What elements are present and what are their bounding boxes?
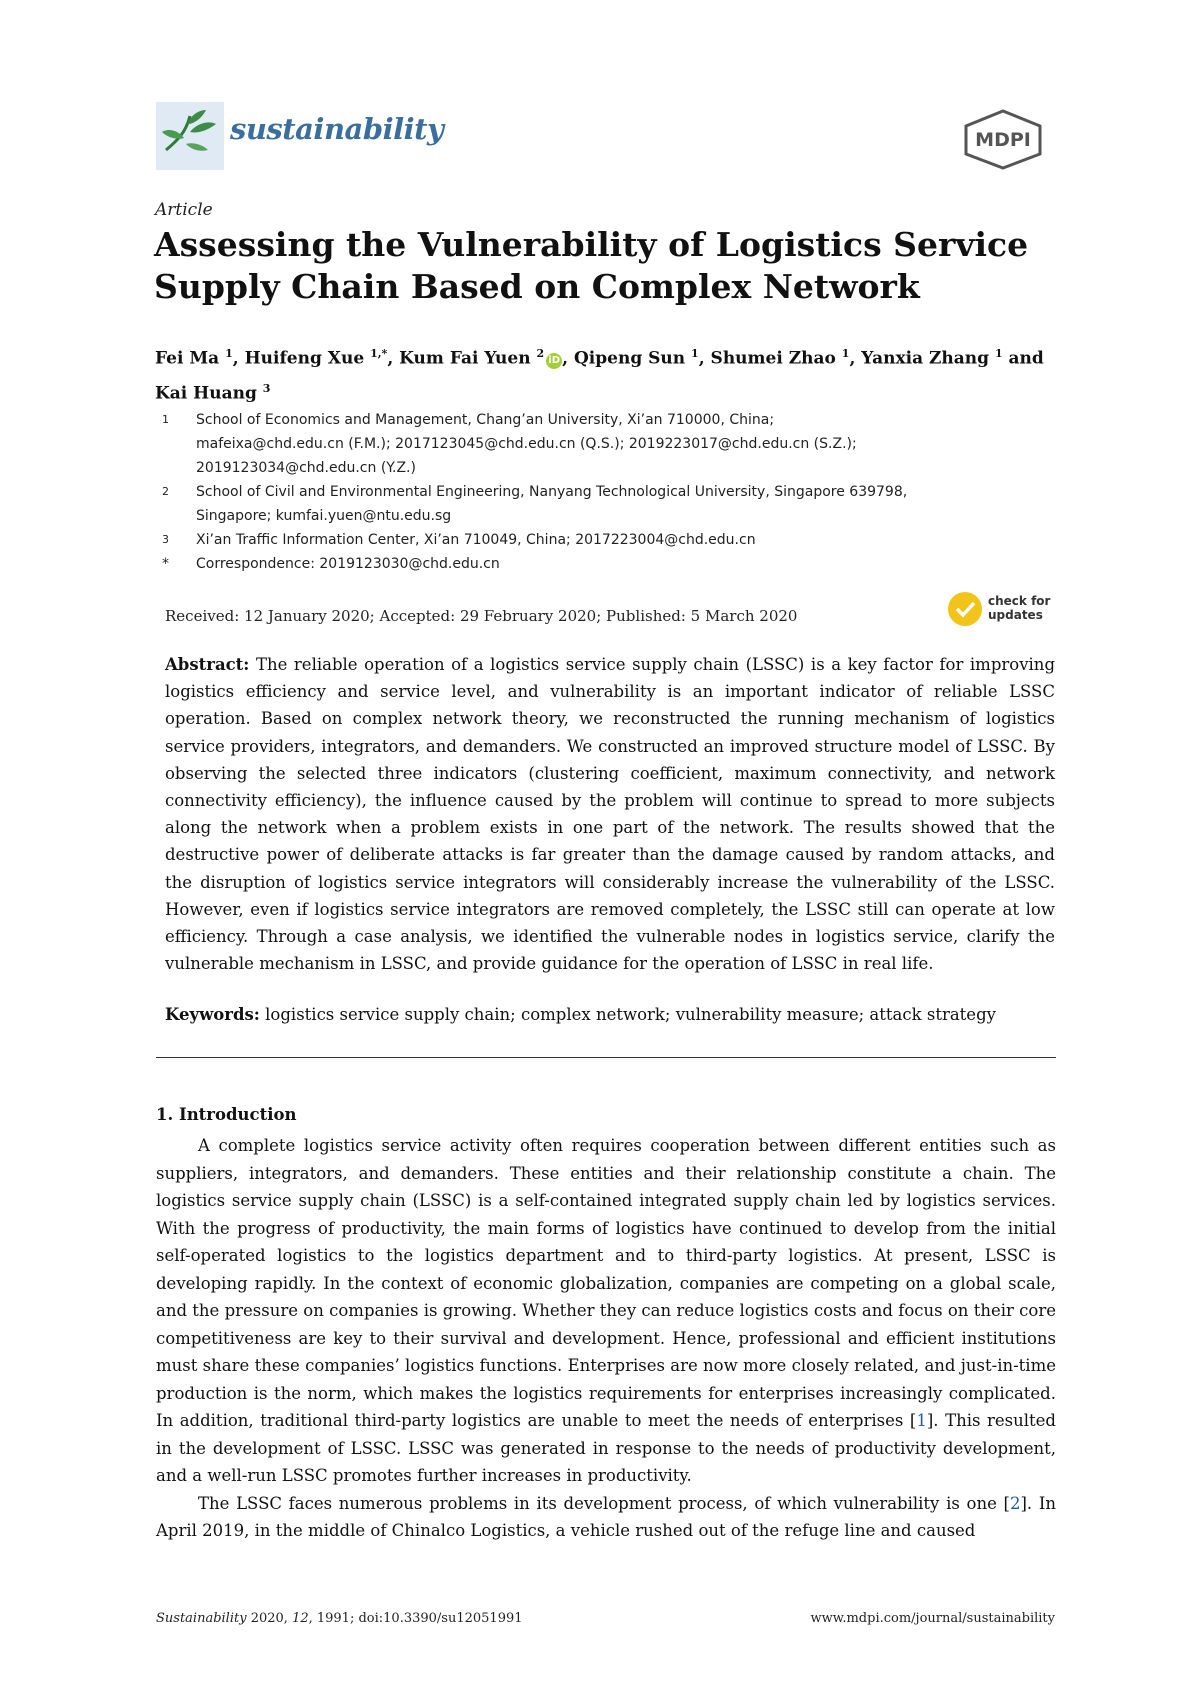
authors-conjunction: and	[1008, 348, 1044, 369]
affiliation-item	[162, 528, 1062, 552]
keywords-label: Keywords:	[165, 1005, 260, 1024]
title-line: Supply Chain Based on Complex Network	[154, 267, 920, 306]
correspondence-line[interactable]: Correspondence: 2019123030@chd.edu.cn	[196, 556, 500, 572]
abstract	[165, 651, 1055, 977]
affiliations	[162, 408, 1062, 576]
footer-journal: Sustainability	[156, 1611, 247, 1626]
keywords-text: logistics service supply chain; complex network; vulnerability measure; attack strategy	[265, 1005, 996, 1024]
article-type: Article	[155, 200, 213, 220]
author-name[interactable]: Yanxia Zhang	[861, 348, 990, 369]
author-name[interactable]: Huifeng Xue	[244, 348, 365, 369]
check-updates-icon	[948, 592, 982, 626]
abstract-label: Abstract:	[165, 655, 250, 674]
footer-year: 2020,	[246, 1611, 293, 1626]
affiliation-item	[162, 552, 1062, 576]
abstract-text: The reliable operation of a logistics service supply chain (LSSC) is a key factor for improving logistics efficiency and service level, and vulnerability is an important indicator of reliable LSSC operation. Based on complex network theory, we reconstructed the running mechanism of logistics service providers, integrators, and demanders. We constructed an improved structure model of LSSC. By observing the selected three indicators (clustering coefficient, maximum connectivity, and network connectivity efficiency), the influence caused by the problem will continue to spread to more subjects along the network when a problem exists in one part of the network. The results showed that the destructive power of deliberate attacks is far greater than the damage caused by random attacks, and the disruption of logistics service integrators will considerably increase the vulnerability of the LSSC. However, even if logistics service integrators are removed completely, the LSSC still can operate at low efficiency. Through a case analysis, we identified the vulnerable nodes in logistics service, clarify the vulnerable mechanism in LSSC, and provide guidance for the operation of LSSC in real life.	[165, 655, 1055, 974]
keywords	[165, 1005, 1055, 1024]
author-list: Fei Ma $^1$, Huifeng Xue $^{1,*}$, Kum Fai Yuen $^2$iD , Qipeng Sun $^1$, Shumei Zhao $^1$, Yanxia Zhang $^1$ and Kai Huang $^3$	[155, 347, 1044, 404]
paragraph-text: The LSSC faces numerous problems in its development process, of which vulnerability is one [	[198, 1493, 1010, 1513]
journal-logo-icon	[156, 102, 224, 170]
check-updates-label: check for	[988, 594, 1051, 608]
paragraph	[156, 1490, 1056, 1545]
affiliation-mark: 2	[162, 485, 169, 498]
affiliation-item	[162, 480, 1062, 528]
author-name[interactable]: Kai Huang	[155, 383, 257, 404]
footer-citation	[156, 1611, 523, 1626]
affiliation-line: School of Civil and Environmental Engineering, Nanyang Technological University, Singapore 639798,	[196, 484, 908, 500]
orcid-icon[interactable]: iD	[546, 353, 562, 369]
paragraph-text: ]. This resulted in the development of LSSC. LSSC was generated in response to the needs of productivity development, and a well-run LSSC promotes further increases in productivity.	[156, 1411, 1056, 1485]
author-name[interactable]: Shumei Zhao	[710, 348, 836, 369]
paper-title	[154, 224, 1054, 308]
paragraph-text: ]. In April 2019, in the middle of Chinalco Logistics, a vehicle rushed out of the refuge line and caused	[156, 1493, 1056, 1540]
publication-dates: Received: 12 January 2020; Accepted: 29 February 2020; Published: 5 March 2020	[165, 607, 798, 625]
author-name[interactable]: Fei Ma	[155, 348, 220, 369]
affiliation-line: School of Economics and Management, Chang’an University, Xi’an 710000, China;	[196, 412, 775, 428]
mdpi-logo-icon	[960, 108, 1046, 170]
affiliation-line[interactable]: 2019123034@chd.edu.cn (Y.Z.)	[196, 460, 416, 476]
title-line: Assessing the Vulnerability of Logistics Service	[154, 225, 1029, 264]
affiliation-mark: 3	[162, 533, 169, 546]
citation-link[interactable]: 1	[916, 1411, 927, 1430]
introduction-body	[156, 1132, 1056, 1545]
author-affiliation-mark: 1	[691, 347, 699, 360]
author-affiliation-mark: 1	[994, 347, 1003, 360]
author-affiliation-mark: 1	[841, 347, 850, 360]
affiliation-mark: 1	[162, 413, 169, 426]
footer-doi[interactable]: , 1991; doi:10.3390/su12051991	[308, 1611, 523, 1626]
section-heading: 1. Introduction	[156, 1105, 297, 1124]
affiliation-mark: *	[162, 556, 169, 572]
author-affiliation-mark: 2	[536, 347, 545, 360]
citation-link[interactable]: 2	[1009, 1493, 1021, 1513]
footer-volume: 12	[292, 1611, 309, 1626]
affiliation-item	[162, 408, 1062, 480]
section-divider	[156, 1057, 1056, 1058]
check-updates-label: updates	[988, 608, 1043, 622]
author-name[interactable]: Qipeng Sun	[573, 348, 686, 369]
paragraph	[156, 1132, 1056, 1490]
affiliation-line[interactable]: mafeixa@chd.edu.cn (F.M.); 2017123045@chd.edu.cn (Q.S.); 2019223017@chd.edu.cn (S.Z.);	[196, 436, 857, 452]
check-for-updates-button[interactable]	[948, 592, 1058, 628]
affiliation-line[interactable]: Xi’an Traffic Information Center, Xi’an 710049, China; 2017223004@chd.edu.cn	[196, 532, 756, 548]
author-affiliation-mark: 1	[225, 347, 233, 360]
author-affiliation-mark: 3	[262, 381, 271, 395]
author-affiliation-mark: 1,*	[370, 347, 388, 360]
author-name[interactable]: Kum Fai Yuen	[399, 348, 531, 369]
journal-name: sustainability	[230, 112, 444, 146]
footer-url[interactable]: www.mdpi.com/journal/sustainability	[810, 1611, 1055, 1626]
paragraph-text: A complete logistics service activity often requires cooperation between different entities such as suppliers, integrators, and demanders. These entities and their relationship constitute a chain. The logistics service supply chain (LSSC) is a self-contained integrated supply chain led by logistics services. With the progress of productivity, the main forms of logistics have continued to develop from the initial self-operated logistics to the logistics department and to third-party logistics. At present, LSSC is developing rapidly. In the context of economic globalization, companies are competing on a global scale, and the pressure on companies is growing. Whether they can reduce logistics costs and focus on their core competitiveness are key to their survival and development. Hence, professional and efficient institutions must share these companies’ logistics functions. Enterprises are now more closely related, and just-in-time production is the norm, which makes the logistics requirements for enterprises increasingly complicated. In addition, traditional third-party logistics are unable to meet the needs of enterprises [	[156, 1136, 1056, 1430]
affiliation-line[interactable]: Singapore; kumfai.yuen@ntu.edu.sg	[196, 508, 452, 524]
mdpi-logo-text: MDPI	[975, 129, 1031, 151]
